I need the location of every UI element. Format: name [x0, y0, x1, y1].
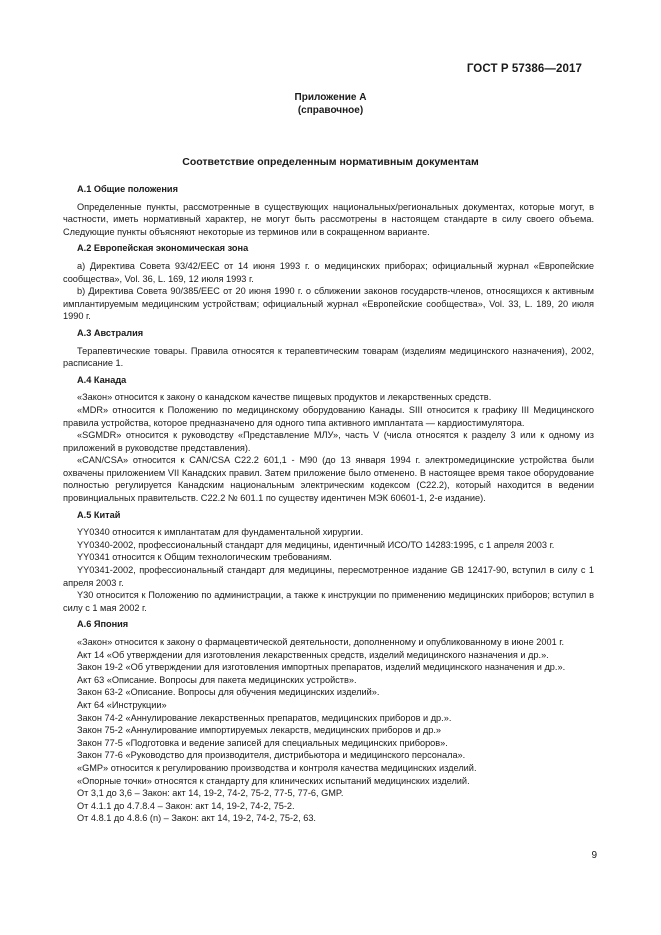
paragraph: «SGMDR» относится к руководству «Представление МЛУ», часть V (числа относятся к разделу 3 или к одному из приложений в руководстве представления). [63, 430, 594, 453]
section-heading: А.3 Австралия [77, 327, 144, 338]
paragraph: Определенные пункты, рассмотренные в существующих национальных/региональных документах, которые могут, в частности, иметь нормативный характер, не могут быть рассмотрены в настоящем стандарте в силу своего объема. Следующие пункты объясняют некоторые из терминов или в сокращенном варианте. [63, 201, 594, 237]
paragraph: Акт 64 «Инструкции» [77, 699, 167, 710]
section-heading: А.2 Европейская экономическая зона [77, 243, 249, 254]
paragraph: Закон 77-5 «Подготовка и ведение записей для специальных медицинских приборов». [77, 737, 448, 748]
section [63, 183, 594, 238]
paragraph: YY0341 относится к Общим технологическим требованиям. [77, 552, 332, 563]
paragraph: «Закон» относится к закону о канадском качестве пищевых продуктов и лекарственных средств. [77, 392, 492, 403]
paragraph: «MDR» относится к Положению по медицинскому оборудованию Канады. SIII относится к графику III Медицинского правила устройства, которое предназначено для одного типа активного имплантата — кардиостимулятора. [63, 404, 594, 428]
section [63, 327, 594, 370]
paragraph: Закон 63-2 «Описание. Вопросы для обучения медицинских изделий». [77, 687, 380, 698]
document-code: ГОСТ Р 57386—2017 [466, 63, 582, 75]
page-number: 9 [591, 850, 597, 861]
paragraph: Акт 14 «Об утверждении для изготовления лекарственных средств, изделий медицинского назначения и др.». [77, 649, 549, 660]
paragraph: a) Директива Совета 93/42/ЕЕС от 14 июня 1993 г. о медицинских приборах; официальный журнал «Европейские сообщества», Vol. 36, L. 169, 12 июля 1993 г. [63, 260, 594, 284]
paragraph: «Закон» относится к закону о фармацевтической деятельности, дополненному и опубликованному в июне 2001 г. [77, 637, 565, 647]
paragraph: От 4.1.1 до 4.7.8.4 – Закон: акт 14, 19-2, 74-2, 75-2. [77, 800, 295, 811]
paragraph: «GMP» относится к регулированию производства и контроля качества медицинских изделий. [77, 762, 477, 773]
section-heading: А.5 Китай [77, 509, 121, 520]
section [63, 374, 594, 505]
section-heading: А.6 Япония [77, 619, 129, 630]
section-heading: А.4 Канада [77, 374, 127, 385]
paragraph: Терапевтические товары. Правила относятся к терапевтическим товарам (изделиям медицинского назначения), 2002, расписание 1. [63, 345, 594, 369]
appendix-heading [0, 91, 661, 117]
paragraph: От 4.8.1 до 4.8.6 (n) – Закон: акт 14, 19-2, 74-2, 75-2, 63. [77, 813, 316, 824]
document-body [63, 180, 594, 829]
section [63, 242, 594, 323]
appendix-subtitle: (справочное) [297, 105, 364, 116]
paragraph: «CAN/CSA» относится к CAN/CSA C22.2 601,1 - M90 (до 13 января 1994 г. электромедицинские устройства были охвачены приложением VII Канадских правил. Затем приложение было отменено. В настоящее время такое оборудование полностью регулируется Канадским национальным электрическим кодексом (C22.2), который находится в ведении провинциальных правительств. C22.2 № 601.1 по существу идентичен МЭК 60601-1, 2-е издание). [63, 455, 594, 504]
paragraph: YY0341-2002, профессиональный стандарт для медицины, пересмотренное издание GB 12417-90, вступил в силу с 1 апреля 2003 г. [63, 565, 594, 588]
paragraph: YY0340 относится к имплантатам для фундаментальной хирургии. [77, 527, 364, 538]
appendix-title: Приложение А [294, 92, 367, 103]
paragraph: Закон 19-2 «Об утверждении для изготовления импортных препаратов, изделий медицинского назначения и др.». [77, 662, 566, 673]
section [63, 509, 594, 615]
paragraph: Закон 74-2 «Аннулирование лекарственных препаратов, медицинских приборов и др.». [77, 712, 452, 723]
main-title: Соответствие определенным нормативным документам [182, 156, 479, 168]
paragraph: «Опорные точки» относятся к стандарту для клинических испытаний медицинских изделий. [77, 775, 470, 786]
section-heading: А.1 Общие положения [77, 184, 178, 194]
paragraph: YY0340-2002, профессиональный стандарт для медицины, идентичный ИСО/ТО 14283:1995, с 1 апреля 2003 г. [77, 539, 555, 550]
paragraph: Y30 относится к Положению по администрации, а также к инструкции по применению медицинских приборов; вступил в силу с 1 мая 2002 г. [63, 590, 594, 613]
section [63, 618, 594, 825]
paragraph: Акт 63 «Описание. Вопросы для пакета медицинских устройств». [77, 674, 357, 685]
paragraph: Закон 77-6 «Руководство для производителя, дистрибьютора и медицинского персонала». [77, 750, 466, 761]
paragraph: b) Директива Совета 90/385/ЕЕС от 20 июня 1990 г. о сближении законов государств-членов, относящихся к активным имплантируемым медицинским устройствам; официальный журнал «Европейские сообщества», Vol. 33, L. 189, 20 июля 1990 г. [63, 286, 594, 322]
paragraph: От 3,1 до 3,6 – Закон: акт 14, 19-2, 74-2, 75-2, 77-5, 77-6, GMP. [77, 788, 344, 799]
paragraph: Закон 75-2 «Аннулирование импортируемых лекарств, медицинских приборов и др.» [77, 725, 441, 736]
